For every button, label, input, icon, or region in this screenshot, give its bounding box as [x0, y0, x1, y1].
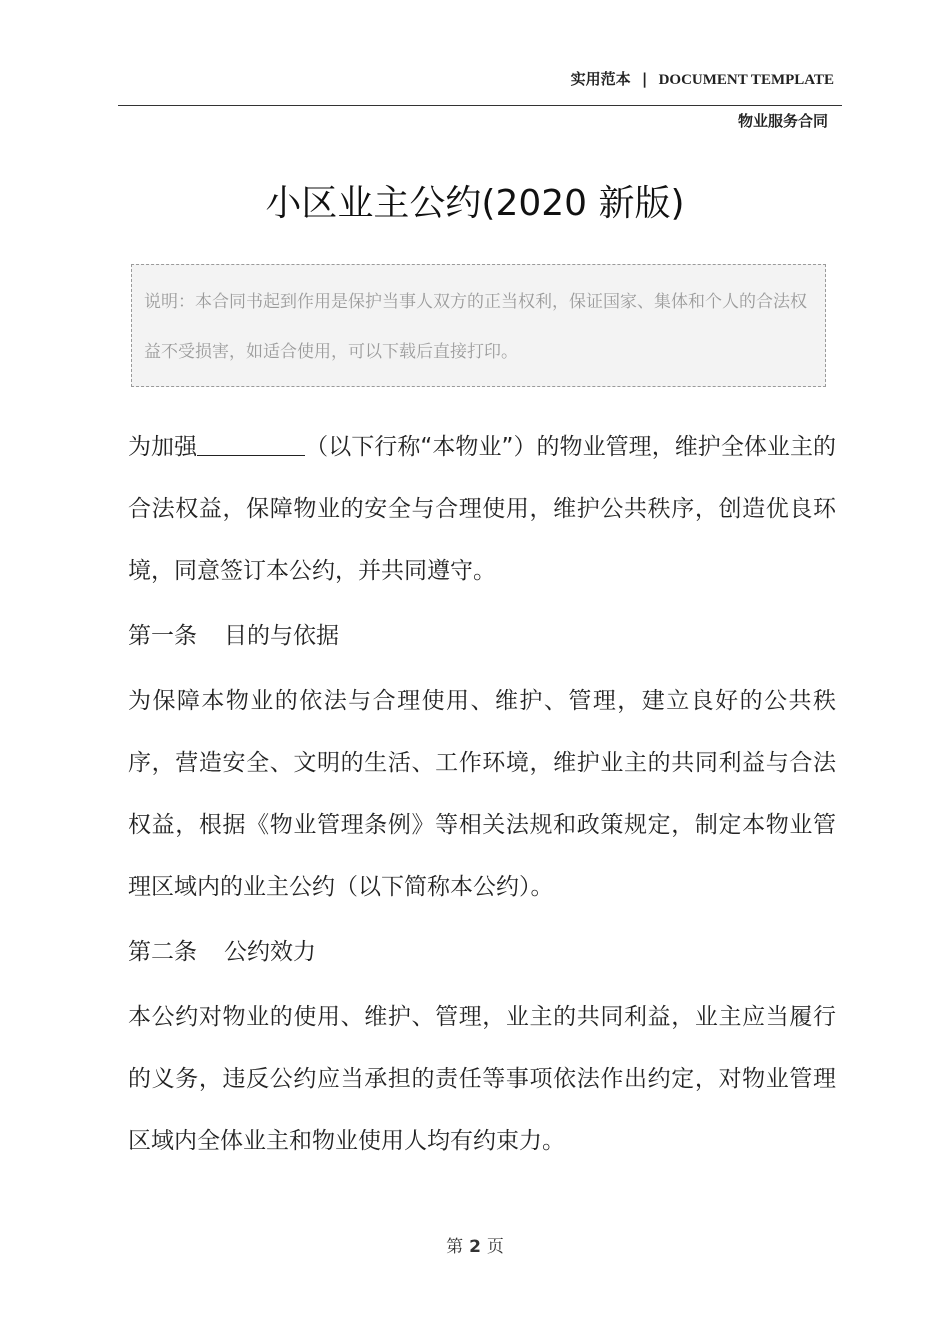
article-body: 本公约对物业的使用、维护、管理，业主的共同利益，业主应当履行的义务，违反公约应当承担的责任等事项依法作出约定，对物业管理区域内全体业主和物业使用人均有约束力。	[128, 1004, 836, 1154]
article-heading	[128, 918, 836, 986]
article-number: 第二条	[128, 939, 197, 965]
header-divider	[118, 105, 842, 106]
intro-after-blank: （以下行称“本物业”）的物业管理，维护全体业主的合法权益，保障物业的安全与合理使用，维护公共秩序，创造优良环境，同意签订本公约，并共同遵守。	[128, 434, 836, 584]
article-title: 公约效力	[224, 939, 316, 965]
header-separator: |	[641, 70, 648, 88]
document-body	[128, 416, 836, 1172]
article-body: 为保障本物业的依法与合理使用、维护、管理，建立良好的公共秩序，营造安全、文明的生活、工作环境，维护业主的共同利益与合法权益，根据《物业管理条例》等相关法规和政策规定，制定本物业管理区域内的业主公约（以下简称本公约）。	[128, 688, 836, 900]
header-subtitle: 物业服务合同	[737, 112, 828, 130]
note-box	[131, 264, 826, 387]
note-text: 说明：本合同书起到作用是保护当事人双方的正当权利，保证国家、集体和个人的合法权益不受损害，如适合使用，可以下载后直接打印。	[144, 292, 807, 362]
intro-before-blank: 为加强	[128, 434, 198, 460]
intro-paragraph	[128, 416, 836, 602]
fill-in-blank	[197, 435, 305, 456]
header-category-label: 实用范本	[570, 70, 631, 88]
document-title: 小区业主公约(2020 新版)	[265, 183, 685, 224]
article-heading	[128, 602, 836, 670]
page-suffix: 页	[486, 1237, 504, 1257]
page-footer	[0, 1232, 950, 1257]
page-prefix: 第	[446, 1237, 464, 1257]
article-number: 第一条	[128, 623, 197, 649]
header-template-label: DOCUMENT TEMPLATE	[658, 72, 834, 88]
header-category	[571, 68, 834, 89]
article-title: 目的与依据	[224, 623, 339, 649]
page-number: 2	[469, 1237, 481, 1257]
